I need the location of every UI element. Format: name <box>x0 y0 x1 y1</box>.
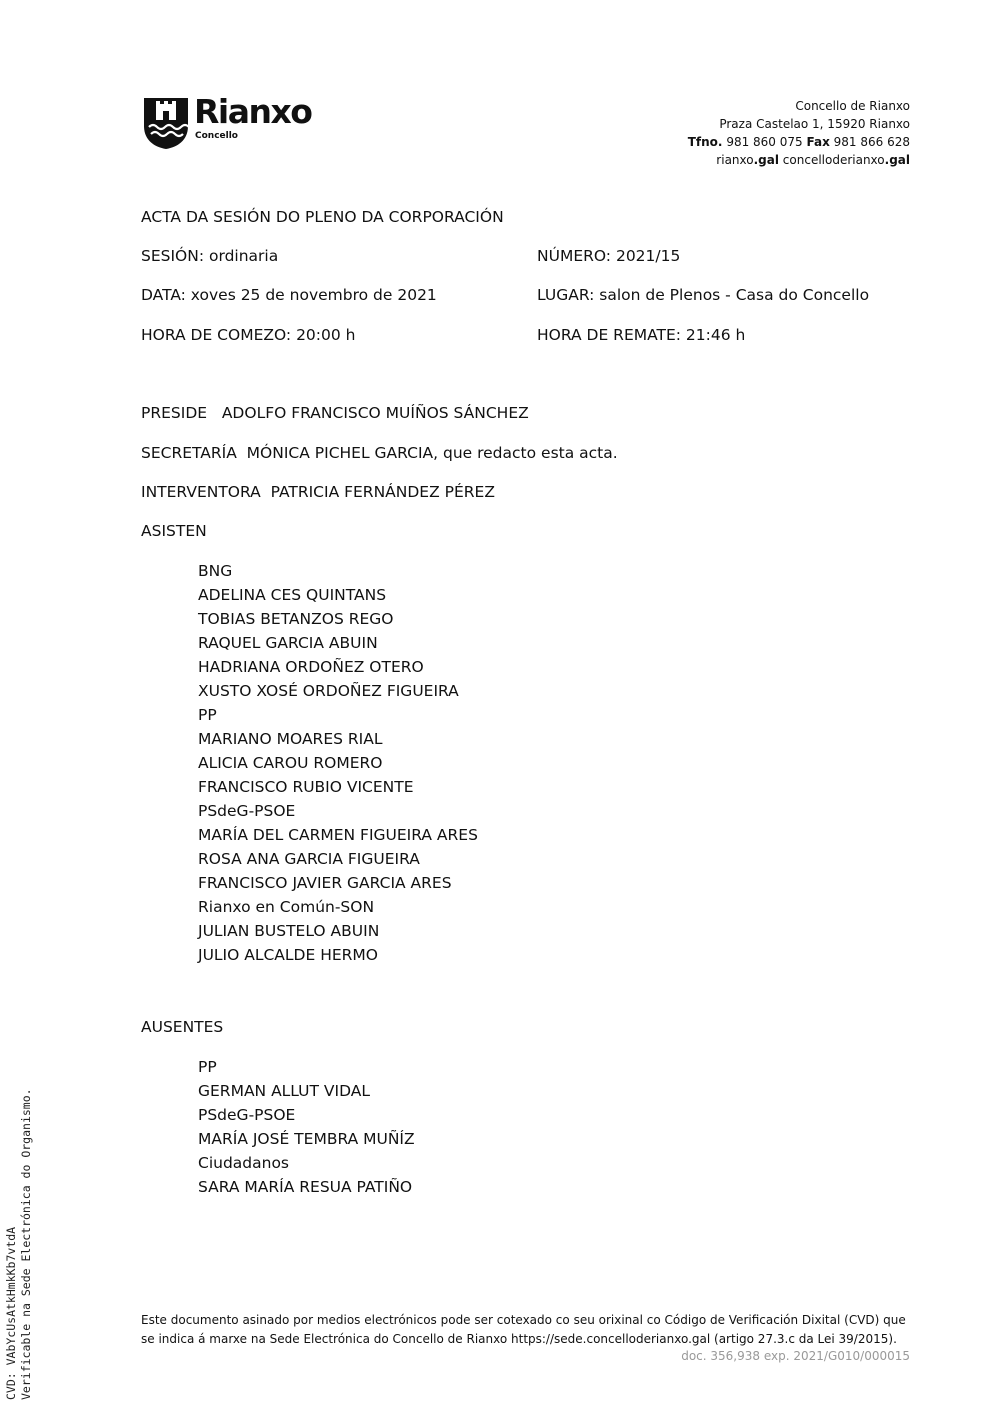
logo-name: Rianxo <box>194 92 312 131</box>
list-item: MARÍA DEL CARMEN FIGUEIRA ARES <box>198 826 478 844</box>
web1-suffix: .gal <box>753 153 779 167</box>
fax-label: Fax <box>806 135 830 149</box>
phone-number: 981 860 075 <box>726 135 803 149</box>
list-item: ROSA ANA GARCIA FIGUEIRA <box>198 850 420 868</box>
contact-web <box>688 151 910 169</box>
session-place: LUGAR: salon de Plenos - Casa do Concello <box>537 286 870 304</box>
phone-label: Tfno. <box>687 135 723 149</box>
list-item: XUSTO XOSÉ ORDOÑEZ FIGUEIRA <box>198 682 459 700</box>
list-item: Ciudadanos <box>198 1154 290 1172</box>
list-item: GERMAN ALLUT VIDAL <box>198 1082 370 1100</box>
rianxo-shield-icon <box>142 96 190 150</box>
cvd-code: CVD: VAbYcUsAtkHmkKb7vtdA <box>4 1226 18 1400</box>
contact-phones <box>688 133 910 151</box>
session-type: SESIÓN: ordinaria <box>141 247 279 265</box>
list-item: JULIAN BUSTELO ABUIN <box>198 922 380 940</box>
concello-logo <box>142 92 342 152</box>
verification-notice <box>141 1311 911 1348</box>
preside: PRESIDE ADOLFO FRANCISCO MUÍÑOS SÁNCHEZ <box>141 404 529 422</box>
fax-number: 981 866 628 <box>833 135 910 149</box>
list-item: Rianxo en Común-SON <box>198 898 375 916</box>
list-item: JULIO ALCALDE HERMO <box>198 946 378 964</box>
document-reference: doc. 356,938 exp. 2021/G010/000015 <box>681 1349 910 1363</box>
secretary: SECRETARÍA MÓNICA PICHEL GARCIA, que redacto esta acta. <box>141 444 618 462</box>
list-item: FRANCISCO JAVIER GARCIA ARES <box>198 874 452 892</box>
logo-subtitle: Concello <box>195 131 238 141</box>
list-item: ALICIA CAROU ROMERO <box>198 754 383 772</box>
attendees-list <box>198 559 478 967</box>
list-item: RAQUEL GARCIA ABUIN <box>198 634 378 652</box>
cvd-verify-note: Verificable na Sede Electrónica do Organismo. <box>19 1088 33 1400</box>
cvd-margin-text <box>4 1088 34 1400</box>
attend-label: ASISTEN <box>141 522 207 540</box>
list-item: BNG <box>198 562 233 580</box>
list-item: SARA MARÍA RESUA PATIÑO <box>198 1178 413 1196</box>
web1-prefix: rianxo <box>716 153 754 167</box>
absentees-list <box>198 1055 415 1199</box>
list-item: HADRIANA ORDOÑEZ OTERO <box>198 658 424 676</box>
contact-address: Praza Castelao 1, 15920 Rianxo <box>719 117 910 131</box>
list-item: PP <box>198 706 217 724</box>
list-item: PP <box>198 1058 217 1076</box>
list-item: PSdeG-PSOE <box>198 1106 296 1124</box>
end-time: HORA DE REMATE: 21:46 h <box>537 326 746 344</box>
session-date: DATA: xoves 25 de novembro de 2021 <box>141 286 437 304</box>
web2-suffix: .gal <box>884 153 910 167</box>
list-item: MARÍA JOSÉ TEMBRA MUÑÍZ <box>198 1130 415 1148</box>
auditor: INTERVENTORA PATRICIA FERNÁNDEZ PÉREZ <box>141 483 495 501</box>
absent-label: AUSENTES <box>141 1018 224 1036</box>
list-item: TOBIAS BETANZOS REGO <box>198 610 394 628</box>
contact-block <box>688 97 910 169</box>
web2-prefix: concelloderianxo <box>782 153 885 167</box>
list-item: ADELINA CES QUINTANS <box>198 586 387 604</box>
notice-line-1: Este documento asinado por medios electrónicos pode ser cotexado co seu orixinal co Código de Verificación Dixital (CVD) que <box>141 1313 906 1327</box>
list-item: MARIANO MOARES RIAL <box>198 730 383 748</box>
contact-org: Concello de Rianxo <box>795 99 910 113</box>
session-number: NÚMERO: 2021/15 <box>537 247 681 265</box>
act-title: ACTA DA SESIÓN DO PLENO DA CORPORACIÓN <box>141 208 504 226</box>
notice-line-2: se indica á marxe na Sede Electrónica do Concello de Rianxo https://sede.concelloderianxo.gal (artigo 27.3.c da Lei 39/2015). <box>141 1331 897 1346</box>
list-item: PSdeG-PSOE <box>198 802 296 820</box>
list-item: FRANCISCO RUBIO VICENTE <box>198 778 414 796</box>
start-time: HORA DE COMEZO: 20:00 h <box>141 326 356 344</box>
